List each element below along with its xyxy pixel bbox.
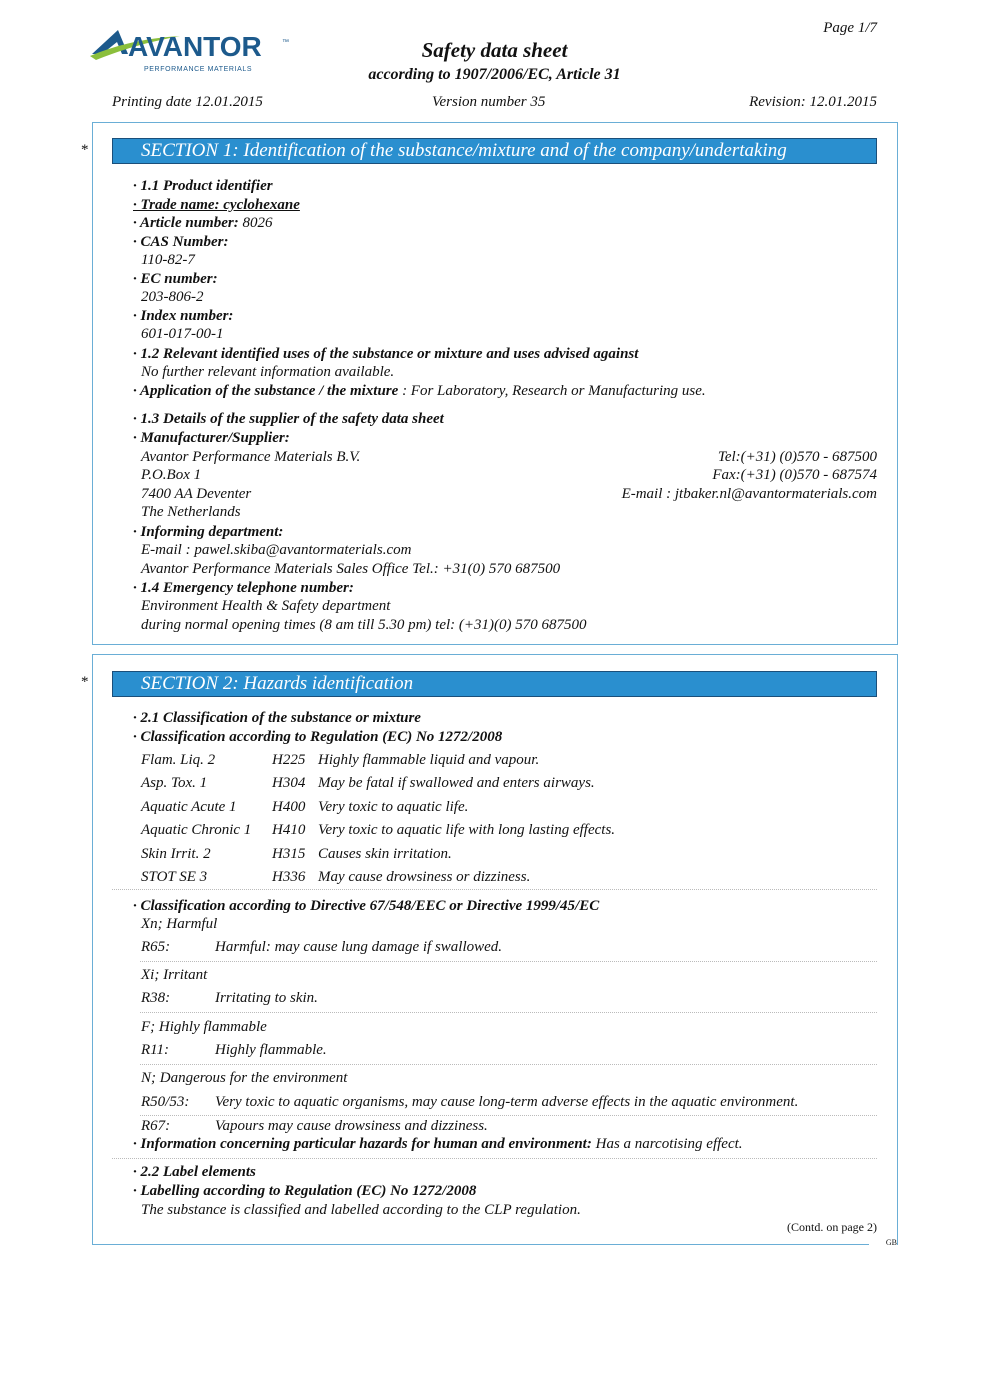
footer-line	[92, 1244, 869, 1245]
emergency-dept: Environment Health & Safety department	[141, 598, 391, 614]
continued-note: (Contd. on page 2)	[787, 1220, 877, 1234]
divider	[140, 1115, 877, 1116]
divider	[140, 1012, 877, 1013]
directive-code: R11:	[141, 1042, 170, 1058]
cas-value: 110-82-7	[141, 252, 195, 268]
supplier-label: · 1.3 Details of the supplier of the safety data sheet	[133, 411, 444, 427]
application: · Application of the substance / the mixture : For Laboratory, Research or Manufacturing use.	[133, 383, 706, 399]
page-number: Page 1/7	[823, 20, 877, 36]
directive-text: Vapours may cause drowsiness and dizziness.	[215, 1118, 488, 1134]
directive-group-name: N; Dangerous for the environment	[141, 1070, 348, 1086]
clp-class: STOT SE 3	[141, 869, 208, 885]
clp-class: Skin Irrit. 2	[141, 846, 211, 862]
directive-text: Irritating to skin.	[215, 990, 318, 1006]
labelling-value: The substance is classified and labelled according to the CLP regulation.	[141, 1202, 581, 1218]
divider	[112, 1158, 877, 1159]
section-2-heading: SECTION 2: Hazards identification	[112, 671, 877, 697]
printing-date: Printing date 12.01.2015	[112, 94, 263, 110]
clp-code: H410	[272, 822, 306, 838]
directive-text: Very toxic to aquatic organisms, may cause long-term adverse effects in the aquatic environment.	[215, 1094, 799, 1110]
directive-code: R50/53:	[141, 1094, 190, 1110]
revision-star: *	[81, 674, 89, 690]
product-identifier: · 1.1 Product identifier	[133, 178, 273, 194]
country-code: GB	[885, 1238, 897, 1247]
clp-code: H336	[272, 869, 306, 885]
uses-label: · 1.2 Relevant identified uses of the substance or mixture and uses advised against	[133, 346, 639, 362]
uses-value: No further relevant information available.	[141, 364, 395, 380]
classification-label: · 2.1 Classification of the substance or mixture	[133, 710, 421, 726]
directive-group-name: F; Highly flammable	[141, 1019, 267, 1035]
document-subtitle: according to 1907/2006/EC, Article 31	[368, 66, 621, 83]
hazard-info: · Information concerning particular hazards for human and environment: Has a narcotising effect.	[133, 1136, 743, 1152]
clp-text: Very toxic to aquatic life.	[318, 799, 469, 815]
informing-email[interactable]: E-mail : pawel.skiba@avantormaterials.com	[141, 542, 412, 558]
divider	[112, 889, 877, 890]
svg-text:PERFORMANCE MATERIALS: PERFORMANCE MATERIALS	[144, 66, 253, 73]
label-elements: · 2.2 Label elements	[133, 1164, 256, 1180]
clp-text: May be fatal if swallowed and enters airways.	[318, 775, 595, 791]
clp-label: · Classification according to Regulation (EC) No 1272/2008	[133, 729, 503, 745]
index-label: · Index number:	[133, 308, 234, 324]
directive-code: R67:	[141, 1118, 171, 1134]
informing-label: · Informing department:	[133, 524, 284, 540]
directive-text: Harmful: may cause lung damage if swallowed.	[215, 939, 503, 955]
directive-code: R65:	[141, 939, 171, 955]
trade-name: · Trade name: cyclohexane	[133, 197, 300, 213]
ec-label: · EC number:	[133, 271, 218, 287]
document-title: Safety data sheet	[421, 38, 568, 62]
directive-group-name: Xi; Irritant	[141, 967, 208, 983]
manufacturer-label: · Manufacturer/Supplier:	[133, 430, 290, 446]
emergency-times: during normal opening times (8 am till 5.30 pm) tel: (+31)(0) 570 687500	[141, 617, 587, 633]
address-line: P.O.Box 1	[141, 467, 202, 483]
directive-code: R38:	[141, 990, 171, 1006]
supplier-email[interactable]: E-mail : jtbaker.nl@avantormaterials.com	[621, 486, 877, 502]
article-number: · Article number: 8026	[133, 215, 273, 231]
clp-class: Aquatic Acute 1	[141, 799, 237, 815]
address-line: 7400 AA Deventer	[141, 486, 252, 502]
emergency-label: · 1.4 Emergency telephone number:	[133, 580, 354, 596]
version-number: Version number 35	[432, 94, 546, 110]
cas-label: · CAS Number:	[133, 234, 229, 250]
ec-value: 203-806-2	[141, 289, 204, 305]
clp-text: May cause drowsiness or dizziness.	[318, 869, 531, 885]
divider	[140, 961, 877, 962]
address-line: Avantor Performance Materials B.V.	[141, 449, 361, 465]
clp-text: Causes skin irritation.	[318, 846, 452, 862]
svg-text:™: ™	[282, 39, 289, 46]
clp-code: H225	[272, 752, 306, 768]
index-value: 601-017-00-1	[141, 326, 224, 342]
clp-code: H304	[272, 775, 306, 791]
section-1-heading: SECTION 1: Identification of the substance/mixture and of the company/undertaking	[112, 138, 877, 164]
clp-text: Very toxic to aquatic life with long lasting effects.	[318, 822, 616, 838]
revision-star: *	[81, 142, 89, 158]
directive-group-name: Xn; Harmful	[141, 916, 218, 932]
divider	[140, 1064, 877, 1065]
revision-date: Revision: 12.01.2015	[749, 94, 877, 110]
clp-class: Asp. Tox. 1	[141, 775, 208, 791]
informing-office: Avantor Performance Materials Sales Office Tel.: +31(0) 570 687500	[141, 561, 561, 577]
clp-class: Aquatic Chronic 1	[141, 822, 252, 838]
address-line: The Netherlands	[141, 504, 241, 520]
logo-wordmark: AVANTOR	[128, 31, 262, 62]
clp-text: Highly flammable liquid and vapour.	[318, 752, 540, 768]
directive-text: Highly flammable.	[215, 1042, 327, 1058]
labelling-label: · Labelling according to Regulation (EC) No 1272/2008	[133, 1183, 477, 1199]
clp-code: H315	[272, 846, 306, 862]
clp-code: H400	[272, 799, 306, 815]
supplier-fax: Fax:(+31) (0)570 - 687574	[712, 467, 877, 483]
directive-label: · Classification according to Directive 67/548/EEC or Directive 1999/45/EC	[133, 898, 600, 914]
supplier-tel: Tel:(+31) (0)570 - 687500	[717, 449, 877, 465]
clp-class: Flam. Liq. 2	[141, 752, 216, 768]
